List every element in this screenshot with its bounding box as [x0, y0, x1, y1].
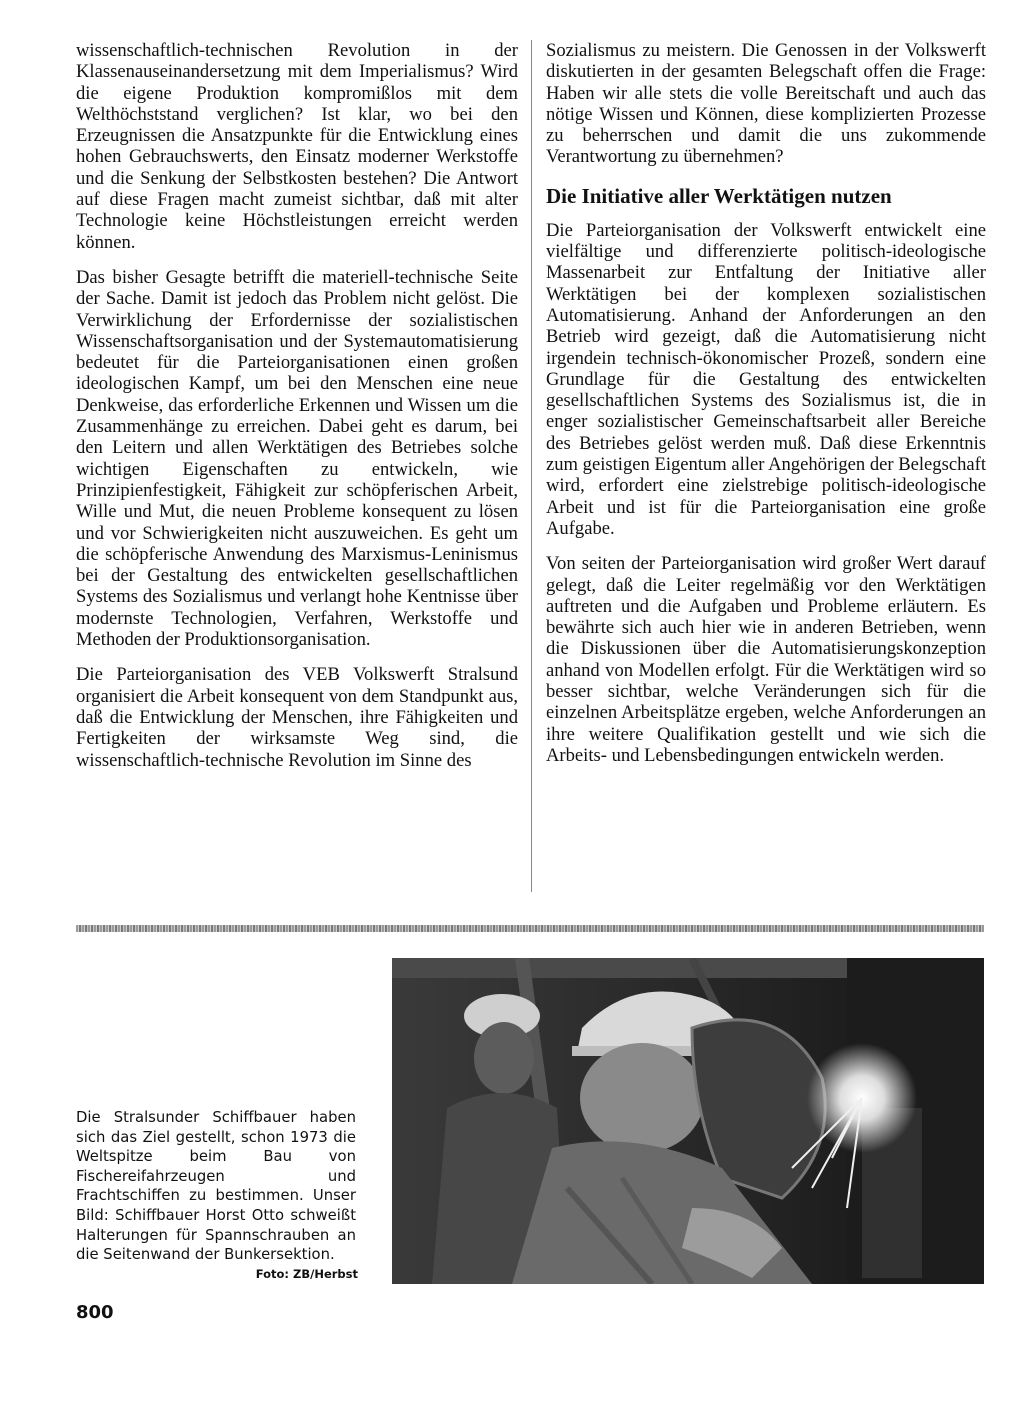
photo-credit: Foto: ZB/Herbst [255, 1267, 358, 1281]
right-paragraph-1: Sozialismus zu meistern. Die Genossen in der Volkswerft diskutierten in der gesamten Belegschaft offen die Frage: Haben wir alle stets die volle Bereitschaft und auch das nötige Wissen und Können, diese komplizierten Prozesse zu beherrschen und damit die uns zukommende Verantwortung zu übernehmen? [546, 40, 986, 168]
welder-photo-illustration [392, 958, 984, 1284]
left-paragraph-2: Das bisher Gesagte betrifft die materiell-technische Seite der Sache. Damit ist jedoch das Problem nicht gelöst. Die Verwirklichung der Erfordernisse der sozialistischen Wissenschaftsorganisation und der Systemautomatisierung bedeutet für die Parteiorganisationen einen großen ideologischen Kampf, um bei den Menschen eine neue Denkweise, das erforderliche Erkennen und Wissen um die Zusammenhänge zu erreichen. Dabei geht es darum, bei den Leitern und allen Werktätigen des Betriebes solche wichtigen Eigenschaften zu entwickeln, wie Prinzipienfestigkeit, Fähigkeit zur schöpferischen Arbeit, Wille und Mut, die neuen Probleme konsequent zu lösen und vor Schwierigkeiten nicht auszuweichen. Es geht um die schöpferische Anwendung des Marxismus-Leninismus bei der Gestaltung des entwickelten gesellschaftlichen Systems des Sozialismus und verlangt hohe Kentnisse über modernste Technologien, Verfahren, Werkstoffe und Methoden der Produktionsorganisation. [76, 266, 518, 651]
welder-photo [392, 958, 984, 1284]
left-paragraph-3: Die Parteiorganisation des VEB Volkswerft Stralsund organisiert die Arbeit konsequent von dem Standpunkt aus, daß die Entwicklung der Menschen, ihre Fähigkeiten und Fertigkeiten der wirksamste Weg sind, die wissenschaftlich-technische Revolution im Sinne des [76, 664, 518, 771]
horizontal-divider [76, 925, 984, 932]
right-paragraph-2: Die Parteiorganisation der Volkswerft entwickelt eine vielfältige und differenzierte politisch-ideologische Massenarbeit zur Entfaltung der Initiative aller Werktätigen bei der komplexen sozialistischen Automatisierung. Anhand der Anforderungen an den Betrieb wird gezeigt, daß die Automatisierung nicht irgendein technisch-ökonomischer Prozeß, sondern eine Grundlage für die Gestaltung des entwickelten gesellschaftlichen Systems des Sozialismus ist, die in enger sozialistischer Gemeinschaftsarbeit aller Bereiche des Betriebes gelöst werden muß. Daß diese Erkenntnis zum geistigen Eigentum aller Angehörigen der Belegschaft wird, erfordert eine zielstrebige politisch-ideologische Arbeit und ist für die Parteiorganisation eine große Aufgabe. [546, 219, 986, 539]
photo-caption: Die Stralsunder Schiffbauer haben sich das Ziel gestellt, schon 1973 die Weltspitze beim Bau von Fischereifahrzeugen und Frachtschiffen zu bestimmen. Unser Bild: Schiffbauer Horst Otto schweißt Halterungen für Spannschrauben an die Seitenwand der Bunkersektion. [76, 1109, 356, 1264]
right-column [546, 40, 986, 780]
left-paragraph-1: wissenschaftlich-technischen Revolution in der Klassenauseinandersetzung mit dem Imperialismus? Wird die eigene Produktion kompromißlos mit dem Welthöchststand verglichen? Ist klar, wo bei den Erzeugnissen die Ansatzpunkte für die Entwicklung eines hohen Gebrauchswerts, den Einsatz moderner Werkstoffe und die Senkung der Selbstkosten bestehen? Die Antwort auf diese Fragen macht zumeist sichtbar, daß mit alter Technologie keine Höchstleistungen erreicht werden können. [76, 40, 518, 253]
section-heading: Die Initiative aller Werktätigen nutzen [546, 183, 892, 208]
right-paragraph-3: Von seiten der Parteiorganisation wird großer Wert darauf gelegt, daß die Leiter regelmäßig vor den Werktätigen auftreten und die Aufgaben und Probleme erläutern. Es bewährte sich auch hier wie in anderen Betrieben, wenn die Diskussionen über die Automatisierungskonzeption anhand von Modellen erfolgt. Für die Werktätigen wird so besser sichtbar, welche Veränderungen sich für die einzelnen Arbeitsplätze ergeben, welche Anforderungen an ihre weitere Qualifikation gestellt und wie sich die Arbeits- und Lebensbedingungen entwickeln werden. [546, 553, 986, 766]
column-divider [531, 40, 532, 892]
left-column [76, 40, 518, 785]
page-number: 800 [76, 1302, 114, 1323]
